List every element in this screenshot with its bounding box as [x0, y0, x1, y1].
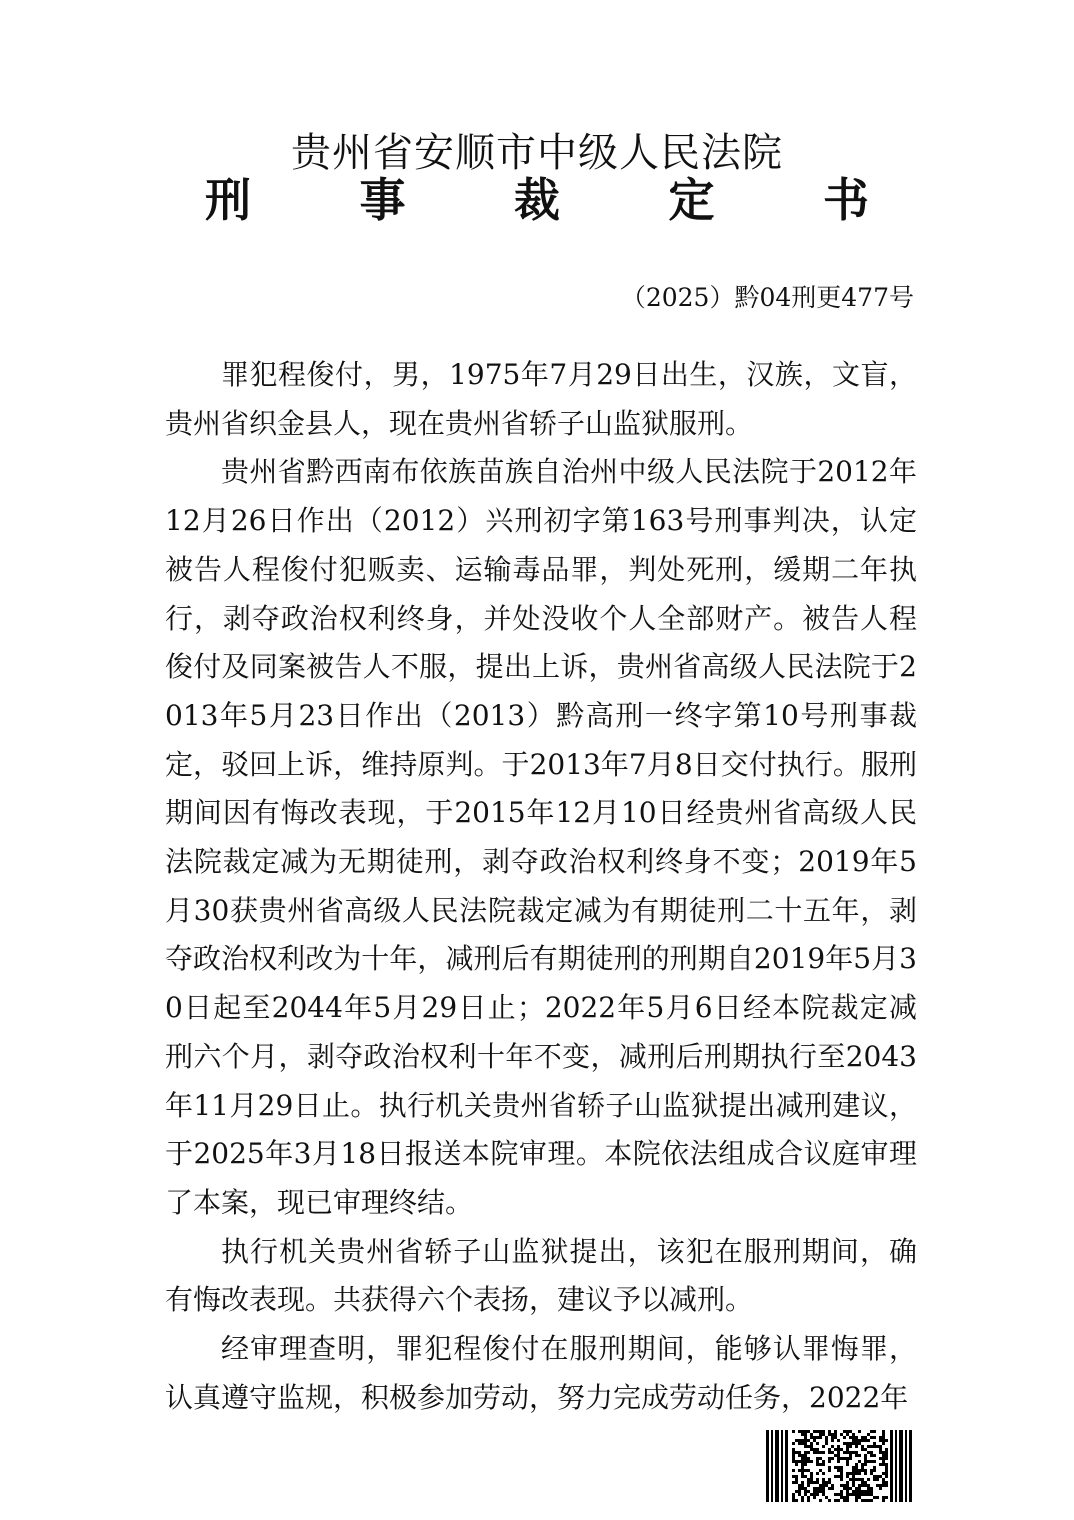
document-title-char: 定 — [668, 173, 715, 227]
barcode-qr-icon — [766, 1430, 912, 1502]
paragraph-defendant-info: 罪犯程俊付，男，1975年7月29日出生，汉族，文盲，贵州省织金县人，现在贵州省轿子山监狱服刑。 — [165, 358, 917, 440]
paragraph-prison-proposal: 执行机关贵州省轿子山监狱提出，该犯在服刑期间，确有悔改表现。共获得六个表扬，建议予以减刑。 — [165, 1234, 917, 1317]
document-title — [205, 172, 869, 228]
court-name: 贵州省安顺市中级人民法院 — [291, 130, 783, 176]
document-title-char: 刑 — [205, 173, 251, 227]
document-title-char: 事 — [359, 173, 406, 227]
case-number: （2025）黔04刑更477号 — [620, 283, 914, 312]
document-title-char: 书 — [823, 173, 869, 227]
paragraph-case-history: 贵州省黔西南布依族苗族自治州中级人民法院于2012年12月26日作出（2012）兴刑初字第163号刑事判决，认定被告人程俊付犯贩卖、运输毒品罪，判处死刑，缓期二年执行，剥夺政治权利终身，并处没收个人全部财产。被告人程俊付及同案被告人不服，提出上诉，贵州省高级人民法院于2013年5月23日作出（2013）黔高刑一终字第10号刑事裁定，驳回上诉，维持原判。于2013年7月8日交付执行。服刑期间因有悔改表现，于2015年12月10日经贵州省高级人民法院裁定减为无期徒刑，剥夺政治权利终身不变；2019年5月30获贵州省高级人民法院裁定减为有期徒刑二十五年，剥夺政治权利改为十年，减刑后有期徒刑的刑期自2019年5月30日起至2044年5月29日止；2022年5月6日经本院裁定减刑六个月，剥夺政治权利十年不变，减刑后刑期执行至2043年11月29日止。执行机关贵州省轿子山监狱提出减刑建议，于2025年3月18日报送本院审理。本院依法组成合议庭审理了本案，现已审理终结。 — [165, 455, 917, 1219]
document-body — [165, 351, 917, 1422]
paragraph-findings: 经审理查明，罪犯程俊付在服刑期间，能够认罪悔罪，认真遵守监规，积极参加劳动，努力完成劳动任务，2022年 — [165, 1332, 917, 1414]
document-title-char: 裁 — [514, 173, 560, 227]
